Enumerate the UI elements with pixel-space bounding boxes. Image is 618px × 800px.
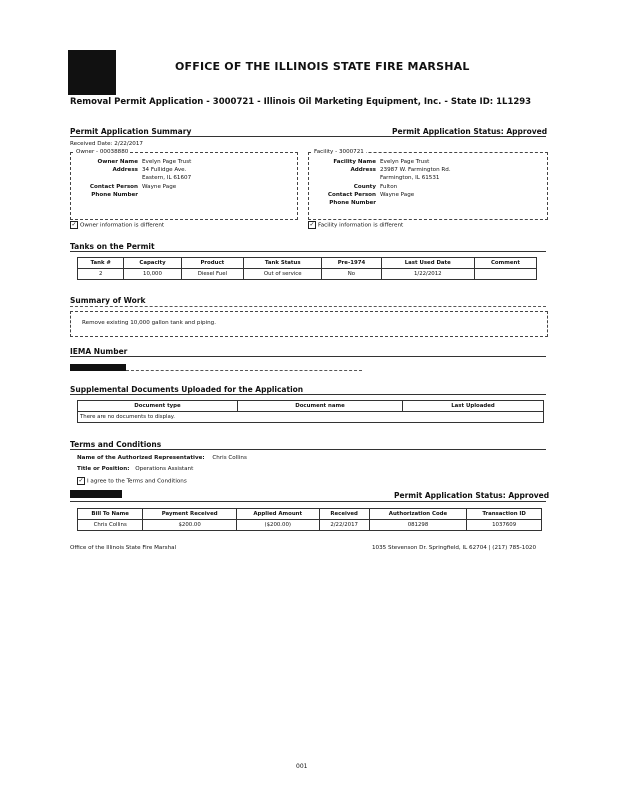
table-row (78, 269, 537, 280)
application-title: Removal Permit Application - 3000721 - Illinois Oil Marketing Equipment, Inc. - State ID: 1L1293 (70, 97, 532, 107)
docs-table (77, 400, 544, 423)
facility-name-value: Evelyn Page Trust (380, 159, 430, 165)
tanks-col-last-used: Last Used Date (381, 258, 474, 269)
tank-pre1974: No (322, 269, 381, 280)
facility-name-label: Facility Name (333, 159, 376, 165)
facility-diff-checkbox[interactable] (308, 221, 403, 229)
footer-right: 1035 Stevenson Dr. Springfield, IL 62704 | (217) 785-1020 (372, 545, 537, 551)
tanks-header-row (78, 258, 537, 269)
footer-left: Office of the Illinois State Fire Marshal (70, 545, 177, 551)
iema-number-redaction (70, 364, 126, 371)
terms-rep-label: Name of the Authorized Representative: (77, 455, 205, 461)
facility-county-label: County (353, 183, 376, 190)
facility-contact-label: Contact Person (327, 191, 376, 198)
terms-agree-checkbox[interactable] (77, 477, 187, 485)
checkbox-checked-icon: ✓ (309, 221, 315, 228)
owner-diff-checkbox[interactable] (70, 221, 164, 229)
pay-col-received-amt: Payment Received (143, 509, 237, 520)
tanks-col-product: Product (181, 258, 244, 269)
owner-address-line2: Eastern, IL 61607 (142, 175, 192, 182)
tank-product: Diesel Fuel (181, 269, 244, 280)
facility-legend: Facility - 3000721 (314, 149, 364, 155)
pay-applied: ($200.00) (236, 520, 319, 531)
terms-title-value: Operations Assistant (135, 466, 194, 472)
docs-empty-message: There are no documents to display. (78, 412, 544, 423)
work-heading: Summary of Work (70, 296, 146, 305)
owner-name-value: Evelyn Page Trust (142, 159, 192, 165)
owner-legend: Owner - 00038880 (76, 149, 129, 155)
pay-col-received: Received (319, 509, 369, 520)
payment-status: Permit Application Status: Approved (394, 491, 550, 500)
work-text: Remove existing 10,000 gallon tank and piping. (82, 320, 216, 326)
summary-status: Permit Application Status: Approved (392, 127, 548, 136)
docs-col-name: Document name (238, 401, 403, 412)
facility-address-line2: Farmington, IL 61531 (380, 175, 440, 182)
owner-diff-label: Owner information is different (80, 222, 165, 229)
pay-received-amt: $200.00 (143, 520, 237, 531)
terms-rep (77, 455, 247, 461)
pay-col-auth: Authorization Code (369, 509, 467, 520)
checkbox-checked-icon: ✓ (71, 221, 77, 228)
pay-col-transaction: Transaction ID (467, 509, 542, 520)
tank-capacity: 10,000 (124, 269, 181, 280)
owner-name-label: Owner Name (97, 159, 138, 165)
pay-auth: 081298 (369, 520, 467, 531)
page-mark: 001 (296, 763, 308, 770)
owner-address-line1: 34 Fullidge Ave. (142, 167, 187, 174)
pay-received: 2/22/2017 (319, 520, 369, 531)
facility-contact-value: Wayne Page (380, 191, 415, 198)
terms-heading: Terms and Conditions (70, 440, 162, 449)
iema-heading: IEMA Number (70, 347, 128, 356)
terms-agree-label: I agree to the Terms and Conditions (87, 478, 187, 485)
docs-header-row (78, 401, 544, 412)
facility-diff-label: Facility information is different (318, 222, 404, 229)
tanks-col-capacity: Capacity (124, 258, 181, 269)
tank-comment (474, 269, 536, 280)
facility-details (310, 158, 451, 207)
tanks-col-pre1974: Pre-1974 (322, 258, 381, 269)
tank-last-used: 1/22/2012 (381, 269, 474, 280)
owner-contact-label: Contact Person (89, 183, 138, 190)
agency-seal-redaction (68, 50, 116, 95)
pay-transaction: 1037609 (467, 520, 542, 531)
owner-phone-label: Phone Number (91, 191, 138, 198)
received-date: Received Date: 2/22/2017 (70, 141, 143, 147)
tanks-col-comment: Comment (474, 258, 536, 269)
tanks-col-status: Tank Status (244, 258, 322, 269)
owner-contact-value: Wayne Page (142, 183, 177, 190)
docs-heading: Supplemental Documents Uploaded for the Application (70, 385, 304, 394)
payment-redaction (70, 490, 122, 498)
pay-col-bill-to: Bill To Name (78, 509, 143, 520)
pay-bill-to: Chris Collins (78, 520, 143, 531)
tanks-col-tank: Tank # (78, 258, 124, 269)
payment-table (77, 508, 542, 531)
tank-number: 2 (78, 269, 124, 280)
pay-col-applied: Applied Amount (236, 509, 319, 520)
tank-status: Out of service (244, 269, 322, 280)
facility-phone-label: Phone Number (329, 200, 376, 207)
tanks-table (77, 257, 537, 280)
summary-heading: Permit Application Summary (70, 127, 192, 136)
facility-address-label: Address (350, 167, 376, 174)
facility-county-value: Fulton (380, 183, 398, 190)
terms-title (77, 466, 193, 472)
payment-header-row (78, 509, 542, 520)
docs-col-type: Document type (78, 401, 238, 412)
docs-col-uploaded: Last Uploaded (403, 401, 544, 412)
table-row (78, 412, 544, 423)
office-title: OFFICE OF THE ILLINOIS STATE FIRE MARSHAL (175, 60, 470, 73)
facility-address-line1: 23987 W. Farmington Rd. (380, 167, 451, 174)
terms-title-label: Title or Position: (77, 466, 130, 472)
owner-details (72, 158, 191, 199)
terms-rep-value: Chris Collins (212, 455, 247, 461)
owner-address-label: Address (112, 167, 138, 174)
checkbox-checked-icon: ✓ (78, 477, 84, 484)
table-row (78, 520, 542, 531)
tanks-heading: Tanks on the Permit (70, 242, 155, 251)
